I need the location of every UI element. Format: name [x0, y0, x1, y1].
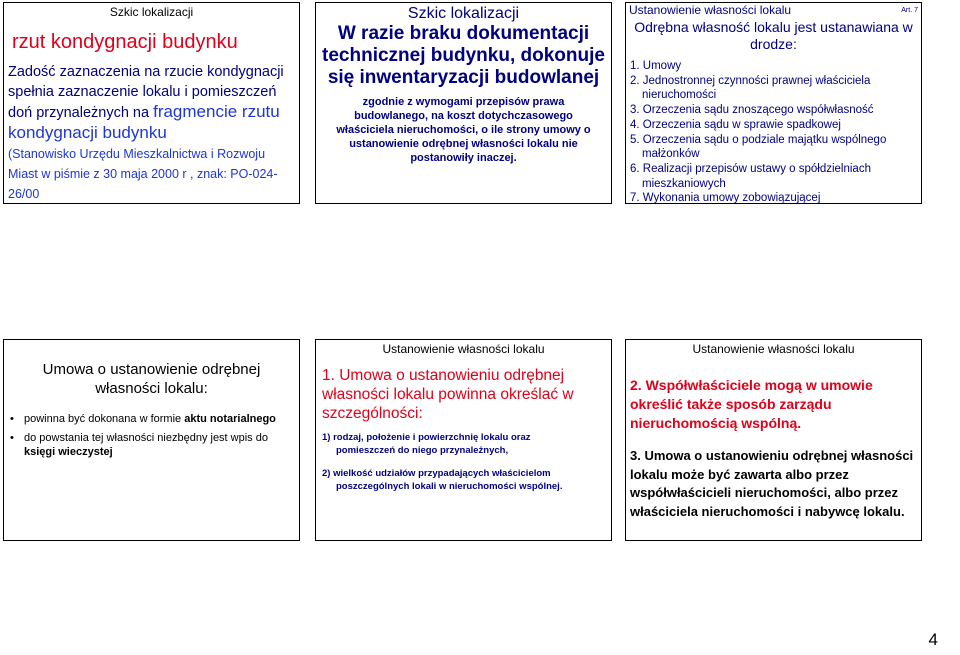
article-label: Art. 7 — [901, 7, 918, 14]
slide-note: (Stanowisko Urzędu Mieszkalnictwa i Rozwoju Miast w piśmie z 30 maja 2000 r , znak: PO-024-26/00 — [8, 147, 278, 201]
slide-header: Ustanowienie własności lokalu — [382, 342, 545, 356]
slide-umowa-forma — [3, 339, 300, 541]
item-text: do powstania tej własności niezbędny jest wpis do — [24, 432, 268, 444]
list-item — [10, 431, 293, 459]
slide-szkic-lokalizacji-inwentaryzacja — [315, 2, 612, 204]
slide-szkic-lokalizacji-rzut — [3, 2, 300, 204]
list-item: 1. Umowy — [630, 60, 682, 72]
slide-title: W razie braku dokumentacji technicznej budynku, dokonuje się inwentaryzacji budowlanej — [322, 23, 605, 88]
item-line-continued: poszczególnych lokali w nieruchomości wspólnej. — [336, 481, 563, 492]
body-text: Zadość zaznaczenia na rzucie kondygnacji spełnia zaznaczenie lokalu i pomieszczeń doń przynależnych na — [8, 64, 284, 121]
content-list — [322, 431, 605, 493]
slide-title: rzut kondygnacji budynku — [12, 31, 238, 53]
item-line: 1) rodzaj, położenie i powierzchnię lokalu oraz — [322, 432, 531, 443]
bullet-list — [4, 412, 299, 459]
item-line-continued: pomieszczeń do niego przynależnych, — [336, 445, 509, 456]
slide-header: Szkic lokalizacji — [109, 5, 194, 19]
slide-header: Ustanowienie własności lokalu — [692, 342, 855, 356]
body-highlight: fragmencie rzutu kondygnacji budynku — [8, 102, 280, 142]
slide-title — [630, 19, 917, 53]
list-item: 3. Orzeczenia sądu znoszącego współwłasność — [630, 104, 874, 117]
slide-header: Szkic lokalizacji — [407, 5, 520, 22]
slide-header: Ustanowienie własności lokalu — [629, 3, 792, 17]
item-line: 2) wielkość udziałów przypadających właścicielom — [322, 468, 551, 479]
point-2: 2. Współwłaściciele mogą w umowie określić także sposób zarządu nieruchomością wspólną. — [630, 377, 873, 431]
item-bold: księgi wieczystej — [24, 446, 113, 458]
title-emphasis: Odrębna własność lokalu — [634, 19, 791, 35]
list-item — [10, 412, 293, 426]
slide-body — [8, 62, 295, 144]
list-item: 4. Orzeczenia sądu w sprawie spadkowej — [630, 118, 841, 131]
title-rest: jest ustanawiana w drodze: — [750, 19, 913, 52]
list-item — [322, 431, 605, 457]
item-text: powinna być dokonana w formie — [24, 413, 185, 425]
slide-title: 1. Umowa o ustanowieniu odrębnej własności lokalu powinna określać w szczególności: — [322, 367, 574, 422]
slide-ustanowienie-art7 — [625, 2, 922, 204]
bullet-icon: • — [10, 432, 14, 444]
slide-title: Umowa o ustanowienie odrębnej własności lokalu: — [42, 361, 261, 397]
list-item: 6. Realizacji przepisów ustawy o spółdzielniach mieszkaniowych — [630, 162, 871, 190]
slide-umowa-zarzad — [625, 339, 922, 541]
slide-body: zgodnie z wymogami przepisów prawa budowlanego, na koszt dotychczasowego właściciela nieruchomości, o ile strony umowy o ustanowienie odrębnej własności lokalu nie postanowiły inaczej. — [336, 96, 591, 164]
acquisition-list — [630, 59, 917, 204]
page-number: 4 — [928, 630, 938, 649]
list-item: 7. Wykonania umowy zobowiązującej — [630, 192, 821, 204]
slide-header-row — [626, 3, 921, 19]
list-item — [322, 467, 605, 493]
list-item: 5. Orzeczenia sądu o podziale majątku wspólnego małżonków — [630, 133, 887, 161]
point-3: 3. Umowa o ustanowieniu odrębnej własności lokalu może być zawarta albo przez współwłaścicieli nieruchomości, albo przez właściciela nieruchomości i nabywcę lokalu. — [630, 448, 914, 519]
list-item: 2. Jednostronnej czynności prawnej właściciela nieruchomości — [630, 74, 871, 102]
item-bold: aktu notarialnego — [184, 413, 276, 425]
slide-umowa-tresc — [315, 339, 612, 541]
bullet-icon: • — [10, 413, 14, 425]
